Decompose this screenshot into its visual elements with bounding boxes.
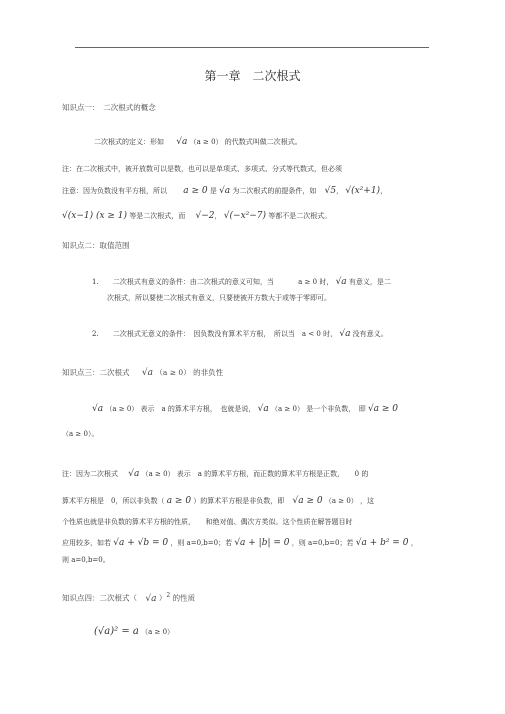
formula-cond: （a ≥ 0） [141, 628, 175, 636]
n4-e2: √a + |b| = 0 [234, 538, 290, 548]
p1-text1: 表示 a 的算术平方根， 也就是说， [140, 405, 256, 413]
definition-cond: （a ≥ 0） [189, 138, 223, 146]
kp3-heading-pre: 知识点三：二次根式 [62, 368, 130, 377]
kp3-n1 [62, 470, 368, 479]
header-rule [75, 47, 429, 48]
kp3-heading [62, 368, 223, 378]
note2-pre: 注意：因为负数没有平方根，所以 [62, 187, 167, 195]
kp3-n5: 则 a=0,b=0。 [62, 556, 110, 564]
p1-expr: √a [92, 404, 104, 414]
kp4-formula [94, 627, 174, 637]
kp3-n4 [62, 539, 418, 548]
kp3-heading-expr: √a [141, 368, 153, 378]
n2-cond2: （a ≥ 0） [324, 497, 358, 505]
kp1-note1: 注：在二次根式中，被开放数可以是数，也可以是单项式、多项式、分式等代数式，但必须 [62, 165, 342, 173]
kp3-heading-post: 的非负性 [193, 368, 224, 377]
line3-post: 等都不是二次根式。 [268, 212, 332, 220]
note2-expr: √a [219, 186, 231, 196]
item1-cond: a ≥ 0 时， [298, 278, 334, 286]
example-sqrt-neg2: √−2 [195, 211, 215, 221]
kp1-line3 [62, 212, 331, 221]
n4-e1: √a + √b = 0 [113, 538, 169, 548]
p1-expr2: √a [257, 404, 269, 414]
definition-expr: √a [176, 137, 188, 147]
kp4-heading-mid: ） [158, 593, 167, 603]
p1-expr3: √a ≥ 0 [367, 404, 399, 414]
kp1-heading: 知识点一： 二次根式的概念 [62, 103, 156, 112]
example-sqrt-neg-x2-minus-7: √(−x²−7) [223, 211, 267, 221]
note2-post: 为二次根式的前提条件，如 [232, 187, 317, 195]
n1-cond: （a ≥ 0） [141, 470, 175, 478]
n4-m2: ，则 a=0,b=0；若 [291, 539, 354, 547]
kp4-heading-pre: 知识点四：二次根式（ [62, 593, 137, 603]
definition-post: 的代数式叫做二次根式。 [224, 138, 302, 146]
example-sqrt-x2-plus-1: √(x²+1) [345, 186, 381, 196]
kp2-heading: 知识点二：取值范围 [62, 241, 130, 250]
kp2-item2 [92, 330, 388, 339]
n4-m1: ，则 a=0,b=0；若 [170, 539, 233, 547]
note2-cond: a ≥ 0 [183, 186, 208, 196]
item1-num: 1. [92, 278, 99, 286]
kp4-heading-post: 的性质 [172, 593, 196, 603]
n1-pre: 注：因为二次根式 [62, 470, 118, 478]
n2-mid: ）的算术平方根是非负数，即 [193, 497, 285, 505]
n2-post: ，这 [360, 497, 375, 505]
n2-cond: a ≥ 0 [166, 496, 192, 506]
kp2-item1-line2: 次根式，所以要使二次根式有意义，只要使被开方数大于或等于零即可。 [107, 294, 331, 302]
sep3: ， [214, 212, 222, 220]
item1-expr: √a [335, 277, 347, 287]
p1-text2: 是一个非负数， 即 [306, 405, 366, 413]
item1-text: 二次根式有意义的条件：由二次根式的意义可知，当 [112, 278, 274, 286]
n2-expr: √a ≥ 0 [292, 496, 323, 506]
note2-mid: 是 [209, 187, 217, 195]
n1-expr: √a [128, 469, 140, 479]
kp3-p1-line2: （a ≥ 0）。 [62, 430, 99, 438]
n4-post: ， [410, 539, 418, 547]
item2-expr: √a [339, 329, 351, 339]
item2-num: 2. [92, 330, 99, 338]
kp3-n3: 个性质也就是非负数的算术平方根的性质， 和绝对值、偶次方类似。这个性质在解答题目时 [62, 518, 353, 526]
n2-pre: 算术平方根是 0，所以非负数（ [62, 497, 165, 505]
kp4-heading-expr: √a [145, 593, 157, 604]
kp4-heading-sup: 2 [166, 592, 171, 599]
sep2: ， [380, 187, 388, 195]
n4-pre: 应用较多，如若 [62, 539, 111, 547]
line3-mid: 等是二次根式，而 [129, 212, 186, 220]
item1-post: 有意义，是二 [348, 278, 391, 286]
n4-e3: √a + b² = 0 [355, 538, 409, 548]
kp3-n2 [62, 497, 374, 506]
example-sqrt-x-minus-1: √(x−1) (x ≥ 1) [62, 211, 128, 221]
kp3-heading-cond: （a ≥ 0） [155, 368, 191, 377]
definition-pre: 二次根式的定义：形如 [94, 138, 164, 146]
n1-post: 表示 a 的算术平方根，而正数的算术平方根是正数， 0 的 [176, 470, 369, 478]
page-title: 第一章 二次根式 [204, 69, 301, 83]
kp3-p1 [92, 405, 398, 414]
formula-square-of-root: (√a)² = a [94, 626, 139, 637]
kp1-definition [94, 138, 302, 147]
p1-cond2: （a ≥ 0） [271, 405, 304, 413]
item2-text: 二次根式无意义的条件： 因负数没有算术平方根， 所以当 a < 0 时， [112, 330, 338, 338]
p1-cond: （a ≥ 0） [105, 405, 139, 413]
kp1-note2 [62, 187, 387, 196]
sep1: ， [336, 187, 344, 195]
kp4-heading [62, 591, 195, 604]
kp2-item1 [92, 278, 391, 287]
example-sqrt5: √5 [324, 186, 337, 196]
item2-post: 没有意义。 [352, 330, 388, 338]
